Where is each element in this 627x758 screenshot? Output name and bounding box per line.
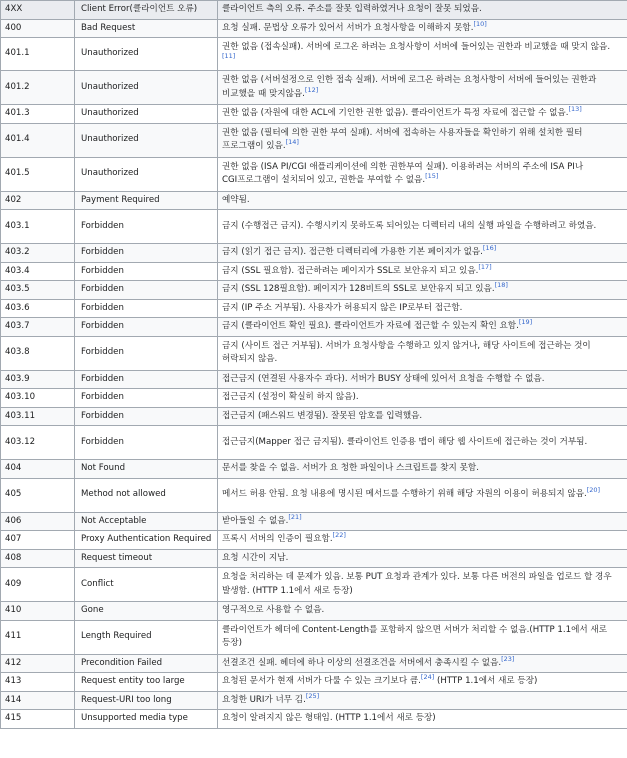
table-row	[1, 531, 627, 550]
description-text: 금지 (사이트 접근 거부됨). 서버가 요청사항을 수행하고 있지 않거나, 해당 사이트에 접근하는 것이 허락되지 않음.	[222, 340, 591, 364]
description-text: 권한 없음 (자원에 대한 ACL에 기인한 권한 없음). 클라이언트가 특정 자료에 접근할 수 없음.	[222, 108, 569, 118]
table-row	[1, 673, 627, 692]
status-code: 407	[1, 531, 75, 550]
status-name: Method not allowed	[75, 478, 218, 512]
status-description	[218, 710, 627, 729]
status-name: Proxy Authentication Required	[75, 531, 218, 550]
table-row	[1, 157, 627, 191]
reference-link[interactable]: [15]	[425, 172, 439, 181]
status-code: 401.4	[1, 123, 75, 157]
status-code: 403.6	[1, 299, 75, 318]
status-description	[218, 407, 627, 426]
status-name: Request-URI too long	[75, 691, 218, 710]
status-description	[218, 19, 627, 38]
description-text: 금지 (읽기 접근 금지). 접근한 디렉터리에 가용한 기본 페이지가 없음.	[222, 247, 483, 257]
description-tail: (HTTP 1.1에서 새로 등장)	[434, 676, 538, 686]
status-code: 403.11	[1, 407, 75, 426]
reference-link[interactable]: [20]	[586, 486, 601, 495]
status-code: 408	[1, 549, 75, 568]
status-name: Forbidden	[75, 262, 218, 281]
reference-link[interactable]: [22]	[332, 531, 346, 540]
status-code: 403.8	[1, 336, 75, 370]
table-row	[1, 620, 627, 654]
reference-link[interactable]: [21]	[288, 512, 302, 521]
table-header-row	[1, 1, 627, 20]
description-text: 클라이언트가 헤더에 Content-Length를 포함하지 않으면 서버가 처리할 수 없음.(HTTP 1.1에서 새로 등장)	[222, 624, 608, 648]
table-row	[1, 710, 627, 729]
table-row	[1, 568, 627, 602]
status-code: 403.5	[1, 281, 75, 300]
status-description	[218, 210, 627, 244]
table-row	[1, 123, 627, 157]
table-row	[1, 691, 627, 710]
status-description	[218, 318, 627, 337]
status-code: 402	[1, 191, 75, 210]
status-description	[218, 123, 627, 157]
table-row	[1, 460, 627, 479]
status-name: Forbidden	[75, 210, 218, 244]
table-row	[1, 426, 627, 460]
status-description	[218, 654, 627, 673]
status-description	[218, 370, 627, 389]
status-description	[218, 531, 627, 550]
header-code: 4XX	[1, 1, 75, 20]
description-text: 금지 (SSL 128필요함). 페이지가 128비트의 SSL로 보안유지 되고 있음.	[222, 284, 495, 294]
reference-link[interactable]: [24]	[420, 673, 435, 682]
table-row	[1, 281, 627, 300]
description-text: 예약됨.	[222, 194, 250, 205]
description-text: 요청된 문서가 현재 서버가 다룰 수 있는 크기보다 큼.	[222, 676, 421, 686]
description-text: 금지 (IP 주소 거부됨). 사용자가 허용되지 않은 IP로부터 접근함.	[222, 302, 463, 313]
description-text: 요청이 알려지지 않은 형태임. (HTTP 1.1에서 새로 등장)	[222, 713, 436, 723]
reference-link[interactable]: [16]	[482, 244, 497, 253]
status-name: Forbidden	[75, 389, 218, 408]
description-text: 요청 시간이 지남.	[222, 552, 289, 563]
status-name: Unauthorized	[75, 123, 218, 157]
description-text: 권한 없음 (서버설정으로 인한 접속 실패). 서버에 로그온 하려는 요청사항이 서버에 들어있는 권한과 비교했을 때 맞지않음.	[222, 75, 597, 99]
table-row	[1, 512, 627, 531]
status-name: Bad Request	[75, 19, 218, 38]
status-description	[218, 244, 627, 263]
status-name: Not Acceptable	[75, 512, 218, 531]
status-description	[218, 389, 627, 408]
description-text: 접근금지 (설정이 확실히 하지 않음).	[222, 392, 359, 402]
status-code: 413	[1, 673, 75, 692]
table-row	[1, 389, 627, 408]
status-code: 401.3	[1, 105, 75, 124]
status-description	[218, 299, 627, 318]
reference-link[interactable]: [13]	[568, 105, 582, 114]
status-name: Unauthorized	[75, 71, 218, 105]
status-description	[218, 620, 627, 654]
table-row	[1, 244, 627, 263]
description-text: 권한 없음 (접속실패). 서버에 로그온 하려는 요청사항이 서버에 들어있는 권한과 비교했을 때 맞지 않음.	[222, 41, 611, 52]
status-description	[218, 262, 627, 281]
status-description	[218, 512, 627, 531]
reference-link[interactable]: [10]	[473, 19, 487, 28]
reference-link[interactable]: [11]	[222, 52, 236, 61]
description-text: 요청 실패. 문법상 오류가 있어서 서버가 요청사항을 이해하지 못함.	[222, 22, 474, 33]
status-code: 412	[1, 654, 75, 673]
status-code: 401.5	[1, 157, 75, 191]
description-text: 프록시 서버의 인증이 필요함.	[222, 534, 333, 544]
table-row	[1, 407, 627, 426]
status-code: 415	[1, 710, 75, 729]
status-code: 403.12	[1, 426, 75, 460]
reference-link[interactable]: [19]	[518, 318, 533, 327]
status-description	[218, 602, 627, 621]
status-name: Unauthorized	[75, 105, 218, 124]
status-name: Not Found	[75, 460, 218, 479]
description-text: 영구적으로 사용할 수 없음.	[222, 605, 325, 615]
status-code: 414	[1, 691, 75, 710]
description-text: 접근금지 (연결된 사용자수 과다). 서버가 BUSY 상태에 있어서 요청을 수행할 수 없음.	[222, 373, 545, 384]
table-row	[1, 19, 627, 38]
table-row	[1, 336, 627, 370]
table-row	[1, 549, 627, 568]
table-row	[1, 602, 627, 621]
header-name: Client Error(클라이언트 오류)	[75, 1, 218, 20]
table-row	[1, 299, 627, 318]
table-row	[1, 370, 627, 389]
status-name: Precondition Failed	[75, 654, 218, 673]
status-name: Forbidden	[75, 299, 218, 318]
description-text: 문서를 찾을 수 없음. 서버가 요 청한 파일이나 스크립트를 찾지 못함.	[222, 463, 479, 473]
status-description	[218, 336, 627, 370]
status-name: Request entity too large	[75, 673, 218, 692]
status-name: Conflict	[75, 568, 218, 602]
status-name: Forbidden	[75, 318, 218, 337]
status-code: 409	[1, 568, 75, 602]
status-code: 403.1	[1, 210, 75, 244]
status-name: Forbidden	[75, 426, 218, 460]
reference-link[interactable]: [23]	[501, 654, 515, 663]
description-text: 선결조건 실패. 헤더에 하나 이상의 선결조건을 서버에서 충족시킬 수 없음.	[222, 657, 502, 668]
status-name: Forbidden	[75, 281, 218, 300]
status-code: 400	[1, 19, 75, 38]
status-description	[218, 71, 627, 105]
status-name: Forbidden	[75, 336, 218, 370]
table-row	[1, 478, 627, 512]
status-description	[218, 691, 627, 710]
status-code: 403.9	[1, 370, 75, 389]
status-name: Payment Required	[75, 191, 218, 210]
description-text: 요청한 URI가 너무 김.	[222, 694, 306, 705]
table-row	[1, 654, 627, 673]
table-row	[1, 71, 627, 105]
reference-link[interactable]: [18]	[494, 281, 508, 290]
table-row	[1, 210, 627, 244]
status-code: 411	[1, 620, 75, 654]
description-text: 권한 없음 (ISA PI/CGI 애플리케이션에 의한 권한부여 실패). 이용하려는 서버의 주소에 ISA PI나 CGI프로그램이 설치되어 있고, 권한을 부여할 수 없음.	[222, 161, 584, 185]
status-description	[218, 281, 627, 300]
reference-link[interactable]: [12]	[304, 85, 319, 94]
status-code: 404	[1, 460, 75, 479]
status-name: Gone	[75, 602, 218, 621]
status-code: 403.10	[1, 389, 75, 408]
status-name: Forbidden	[75, 407, 218, 426]
description-text: 받아들일 수 없음.	[222, 515, 289, 526]
table-row	[1, 105, 627, 124]
status-code: 403.4	[1, 262, 75, 281]
status-code: 401.1	[1, 38, 75, 71]
status-name: Unsupported media type	[75, 710, 218, 729]
status-description	[218, 549, 627, 568]
status-name: Request timeout	[75, 549, 218, 568]
table-row	[1, 38, 627, 71]
description-text: 권한 없음 (필터에 의한 권한 부여 실패). 서버에 접속하는 사용자들을 확인하기 위해 설치한 필터 프로그램이 있음.	[222, 127, 583, 151]
status-description	[218, 38, 627, 71]
status-description	[218, 673, 627, 692]
status-code: 403.2	[1, 244, 75, 263]
status-description	[218, 157, 627, 191]
status-description	[218, 478, 627, 512]
status-code: 406	[1, 512, 75, 531]
status-name: Length Required	[75, 620, 218, 654]
status-name: Unauthorized	[75, 38, 218, 71]
status-name: Forbidden	[75, 370, 218, 389]
table-row	[1, 191, 627, 210]
description-text: 금지 (클라이언트 확인 필요). 클라이언트가 자료에 접근할 수 있는지 확인 요함.	[222, 321, 519, 331]
status-description	[218, 568, 627, 602]
description-text: 금지 (수행접근 금지). 수행시키지 못하도록 되어있는 디렉터리 내의 실행 파일을 수행하려고 하였음.	[222, 220, 597, 231]
status-description	[218, 426, 627, 460]
reference-link[interactable]: [14]	[285, 138, 299, 147]
reference-link[interactable]: [17]	[478, 262, 492, 271]
reference-link[interactable]: [25]	[305, 691, 320, 700]
status-code: 401.2	[1, 71, 75, 105]
status-code: 405	[1, 478, 75, 512]
status-description	[218, 460, 627, 479]
description-text: 메서드 허용 안됨. 요청 내용에 명시된 메서드를 수행하기 위해 해당 자원의 이용이 허용되지 않음.	[222, 489, 587, 500]
table-row	[1, 318, 627, 337]
description-text: 접근금지 (패스워드 변경됨). 잘못된 암호를 입력했음.	[222, 410, 423, 421]
status-name: Forbidden	[75, 244, 218, 263]
status-description	[218, 191, 627, 210]
status-code: 403.7	[1, 318, 75, 337]
description-text: 금지 (SSL 필요함). 접근하려는 페이지가 SSL로 보안유지 되고 있음.	[222, 265, 479, 276]
table-row	[1, 262, 627, 281]
status-description	[218, 105, 627, 124]
status-name: Unauthorized	[75, 157, 218, 191]
header-desc: 클라이언트 측의 오류. 주소를 잘못 입력하였거나 요청이 잘못 되었음.	[218, 1, 627, 20]
description-text: 접근금지(Mapper 접근 금지됨). 클라이언트 인증용 맵이 해당 웹 사이트에 접근하는 것이 거부됨.	[222, 436, 588, 447]
description-text: 요청을 처리하는 데 문제가 있음. 보통 PUT 요청과 관계가 있다. 보통 다른 버전의 파일을 업로드 할 경우 발생함. (HTTP 1.1에서 새로 등장)	[222, 572, 612, 596]
status-code: 410	[1, 602, 75, 621]
